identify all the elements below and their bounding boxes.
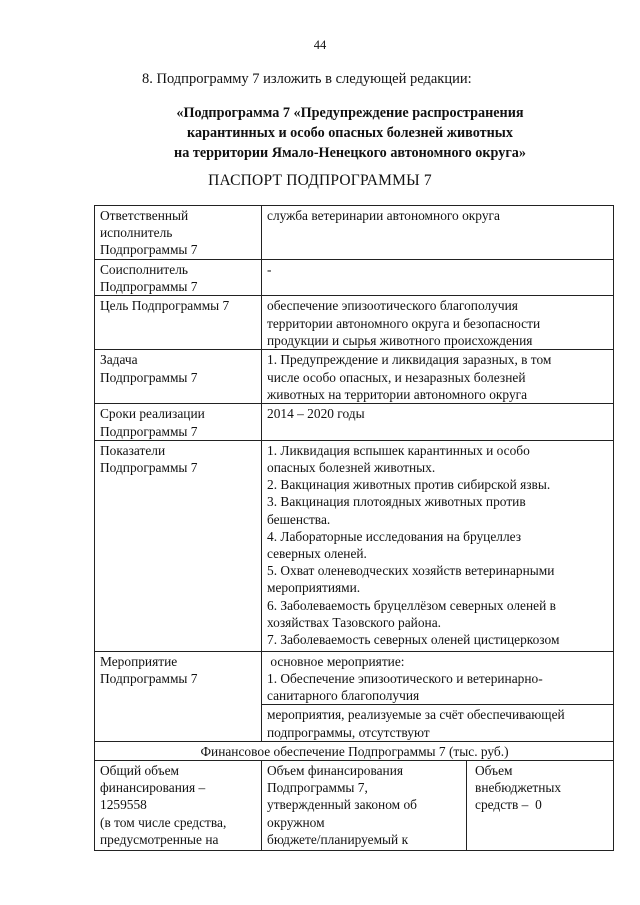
event-other-value: мероприятия, реализуемые за счёт обеспечивающей подпрограммы, отсутствуют [262, 705, 614, 741]
task-value: 1. Предупреждение и ликвидация заразных, в том числе особо опасных, и незаразных болезней животных на территории автономного округа [262, 350, 614, 404]
table-row-indicators [95, 440, 614, 651]
table-row-executor [95, 206, 614, 260]
goal-value: обеспечение эпизоотического благополучия территории автономного округа и безопасности продукции и сырья животного происхождения [262, 296, 614, 350]
table-row-coexecutor [95, 260, 614, 296]
table-row-task [95, 350, 614, 404]
table-row-period [95, 404, 614, 440]
event-label: Мероприятие Подпрограммы 7 [95, 651, 262, 741]
period-label: Сроки реализации Подпрограммы 7 [95, 404, 262, 440]
coexecutor-value: - [262, 260, 614, 296]
indicators-value: 1. Ликвидация вспышек карантинных и особо опасных болезней животных. 2. Вакцинация животных против сибирской язвы. 3. Вакцинация плотоядных животных против бешенства. 4. Лабораторные исследования на бруцеллез северных оленей. 5. Охват оленеводческих хозяйств ветеринарными мероприятиями. 6. Заболеваемость бруцеллёзом северных оленей в хозяйствах Тазовского района. 7. Заболеваемость северных оленей цистицеркозом [262, 440, 614, 651]
task-label: Задача Подпрограммы 7 [95, 350, 262, 404]
executor-value: служба ветеринарии автономного округа [262, 206, 614, 260]
coexecutor-label: Соисполнитель Подпрограммы 7 [95, 260, 262, 296]
amendment-intro: 8. Подпрограмму 7 изложить в следующей редакции: [142, 71, 472, 87]
executor-label: Ответственный исполнитель Подпрограммы 7 [95, 206, 262, 260]
heading-line-1: «Подпрограмма 7 «Предупреждение распространения [176, 105, 524, 121]
finance-total: Общий объем финансирования – 1259558 (в том числе средства, предусмотренные на [95, 761, 262, 851]
goal-label: Цель Подпрограммы 7 [95, 296, 262, 350]
table-row-finance-header [95, 741, 614, 760]
heading-line-3: на территории Ямало-Ненецкого автономного округа» [174, 145, 526, 161]
event-main-value: основное мероприятие: 1. Обеспечение эпизоотического и ветеринарно- санитарного благополучия [262, 651, 614, 705]
finance-header: Финансовое обеспечение Подпрограммы 7 (тыс. руб.) [95, 741, 614, 760]
passport-table [94, 205, 614, 851]
subprogram-heading [130, 103, 570, 163]
indicators-label: Показатели Подпрограммы 7 [95, 440, 262, 651]
heading-line-2: карантинных и особо опасных болезней животных [187, 125, 513, 141]
table-row-event-main [95, 651, 614, 705]
passport-title: ПАСПОРТ ПОДПРОГРАММЫ 7 [208, 172, 432, 189]
page-number: 44 [313, 38, 327, 52]
table-row-goal [95, 296, 614, 350]
finance-extrabudgetary: Объем внебюджетных средств – 0 [467, 761, 614, 851]
table-row-finance [95, 761, 614, 851]
finance-law: Объем финансирования Подпрограммы 7, утвержденный законом об окружном бюджете/планируемый к [262, 761, 467, 851]
period-value: 2014 – 2020 годы [262, 404, 614, 440]
